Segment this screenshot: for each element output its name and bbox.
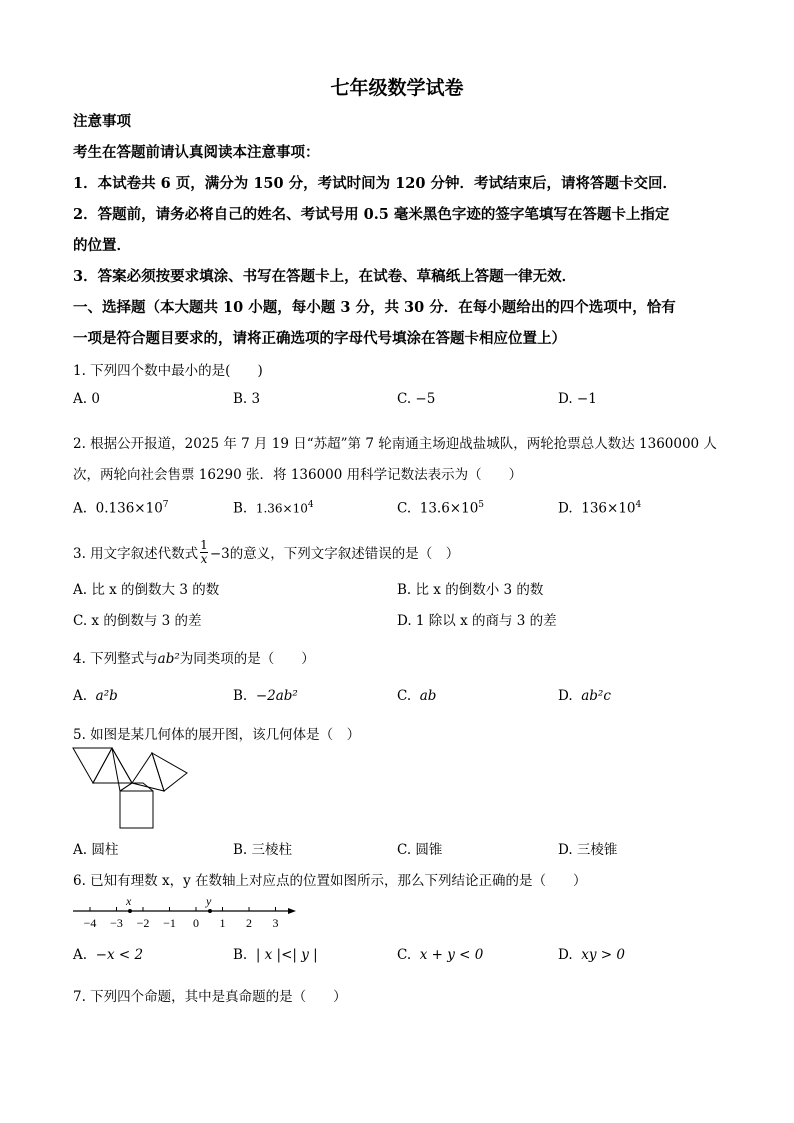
- number-line-tick-label: −4: [83, 916, 97, 930]
- q6-option-d: D. xy > 0: [558, 947, 625, 963]
- q6-option-a: A. −x < 2: [73, 947, 144, 963]
- net-square: [120, 783, 153, 828]
- number-line-arrow-icon: [288, 908, 296, 914]
- point-y: [208, 909, 212, 913]
- notes-heading: 注意事项: [73, 113, 131, 130]
- notes-item-1: 1．本试卷共 6 页，满分为 150 分，考试时间为 120 分钟．考试结束后，请将答题卡交回．: [73, 175, 677, 192]
- q5-net-figure: [70, 745, 190, 833]
- q2-stem-line-2: 次，两轮向社会售票 16290 张．将 136000 用科学记数法表示为（ ）: [73, 467, 523, 483]
- q6-option-c: C. x + y < 0: [397, 947, 484, 963]
- net-triangle-left-top: [73, 748, 112, 783]
- q5-option-a: A. 圆柱: [73, 842, 119, 858]
- q1-option-c: C. −5: [397, 391, 436, 407]
- q3-option-a: A. 比 x 的倒数大 3 的数: [73, 582, 220, 598]
- number-line: [70, 893, 302, 933]
- net-triangle-right-top: [152, 753, 187, 791]
- q3-option-b: B. 比 x 的倒数小 3 的数: [397, 582, 544, 598]
- q4-option-d: D. ab²c: [558, 688, 611, 704]
- q6-stem: 6. 已知有理数 x，y 在数轴上对应点的位置如图所示，那么下列结论正确的是（ ）: [73, 873, 587, 889]
- number-line-tick-label: −3: [110, 916, 123, 930]
- notes-intro: 考生在答题前请认真阅读本注意事项：: [73, 144, 320, 161]
- number-line-tick-label: 0: [193, 916, 199, 930]
- q3-option-d: D. 1 除以 x 的商与 3 的差: [397, 613, 557, 629]
- notes-item-3: 3．答案必须按要求填涂、书写在答题卡上，在试卷、草稿纸上答题一律无效．: [73, 268, 577, 285]
- notes-item-2-line-1: 2．答题前，请务必将自己的姓名、考试号用 0.5 毫米黑色字迹的签字笔填写在答题卡上指定: [73, 206, 670, 223]
- number-line-tick-label: 1: [219, 916, 226, 930]
- q4-option-b: B. −2ab²: [233, 688, 298, 704]
- q3-stem: 3. 用文字叙述代数式 $\frac{1}{x}$ −3的意义，下列文字叙述错误的是（ ）: [73, 538, 460, 566]
- point-y-label: y: [206, 894, 212, 908]
- q2-option-d: D. $136\times 10^4$: [558, 500, 642, 517]
- q2-option-c: C. $13.6\times 10^5$: [397, 500, 485, 517]
- q5-option-d: D. 三棱锥: [558, 842, 618, 858]
- q5-option-c: C. 圆锥: [397, 842, 443, 858]
- q2-option-a: A. $0.136\times 10^7$: [73, 500, 169, 517]
- q1-stem: 1. 下列四个数中最小的是( ): [73, 363, 263, 379]
- net-triangle-right: [132, 753, 164, 791]
- number-line-tick-label: −2: [136, 916, 150, 930]
- number-line-tick-label: −1: [163, 916, 176, 930]
- point-x: [128, 909, 132, 913]
- number-line-tick-label: 3: [272, 916, 279, 930]
- section-1-heading-line-2: 一项是符合题目要求的，请将正确选项的字母代号填涂在答题卡相应位置上）: [73, 330, 566, 347]
- q1-option-d: D. −1: [558, 391, 597, 407]
- q1-option-a: A. 0: [73, 391, 100, 407]
- page-title: 七年级数学试卷: [330, 77, 464, 99]
- q1-option-b: B. 3: [233, 391, 261, 407]
- q5-stem: 5. 如图是某几何体的展开图，该几何体是（ ）: [73, 727, 361, 743]
- q4-option-a: A. a²b: [73, 688, 118, 704]
- notes-item-2-line-2: 的位置．: [73, 237, 131, 254]
- q4-option-c: C. ab: [397, 688, 437, 704]
- fraction-1-over-x: $\frac{1}{x}$: [200, 538, 208, 566]
- q4-stem: 4. 下列整式与ab²为同类项的是（ ）: [73, 651, 315, 667]
- q5-option-b: B. 三棱柱: [233, 842, 293, 858]
- section-1-heading-line-1: 一、选择题（本大题共 10 小题，每小题 3 分，共 30 分．在每小题给出的四个选项中，恰有: [73, 299, 676, 316]
- point-x-label: x: [126, 894, 132, 908]
- q2-stem-line-1: 2. 根据公开报道，2025 年 7 月 19 日“苏超”第 7 轮南通主场迎战盐城队，两轮抢票总人数达 1360000 人: [73, 436, 717, 452]
- number-line-tick-label: 2: [246, 916, 252, 930]
- q3-option-c: C. x 的倒数与 3 的差: [73, 613, 202, 629]
- q7-stem: 7. 下列四个命题，其中是真命题的是（ ）: [73, 989, 347, 1005]
- q2-option-b: B. $1.36\times 10^4$: [233, 500, 314, 517]
- q6-option-b: B. | x |<| y |: [233, 947, 318, 963]
